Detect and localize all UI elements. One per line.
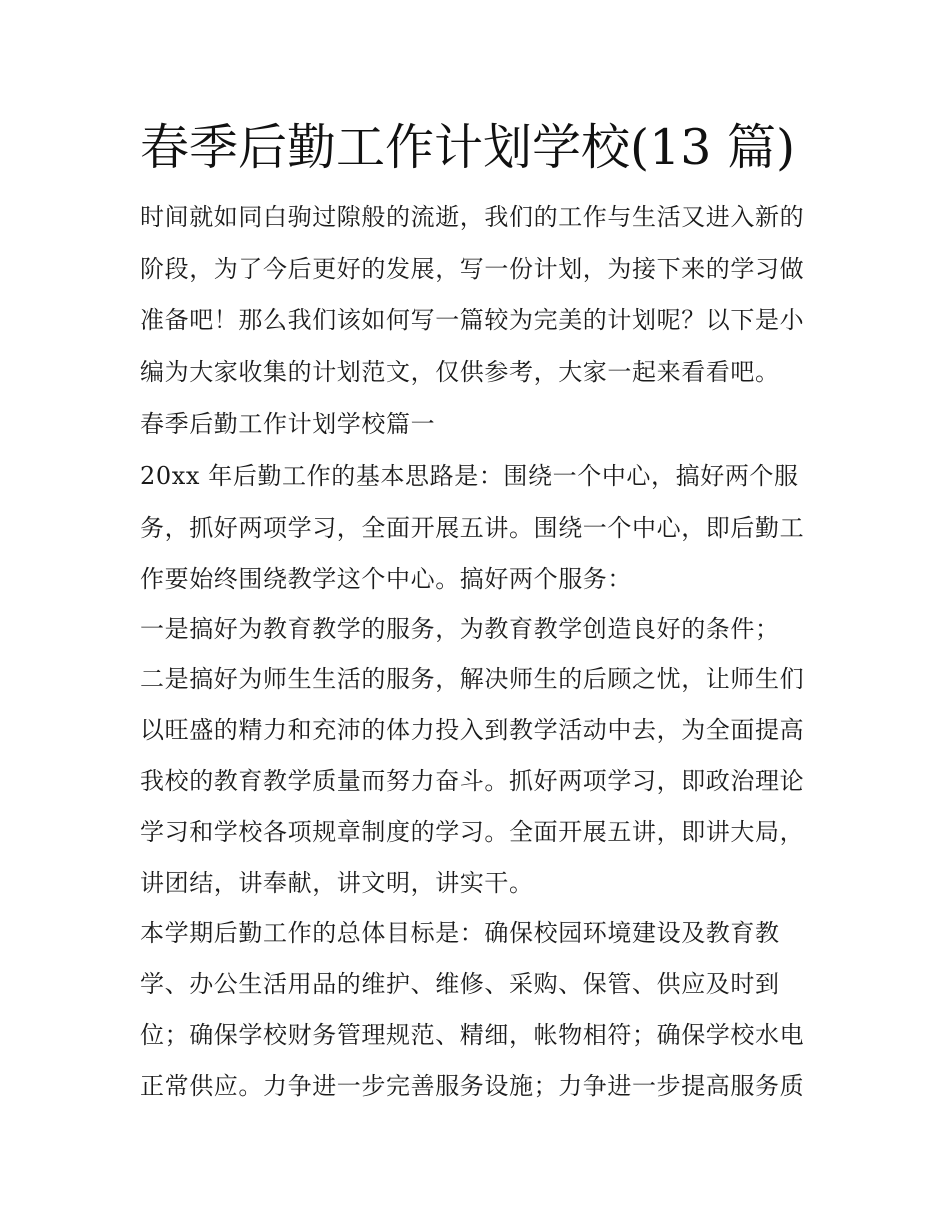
body-line-10: 本学期后勤工作的总体目标是：确保校园环境建设及教育教 (140, 919, 780, 947)
body-line-6: 以旺盛的精力和充沛的体力投入到教学活动中去，为全面提高 (140, 716, 805, 744)
intro-line-1: 时间就如同白驹过隙般的流逝，我们的工作与生活又进入新的 (140, 203, 805, 231)
body-line-13: 正常供应。力争进一步完善服务设施；力争进一步提高服务质 (140, 1072, 805, 1100)
intro-line-3: 准备吧！那么我们该如何写一篇较为完美的计划呢？以下是小 (140, 306, 805, 334)
body-line-8: 学习和学校各项规章制度的学习。全面开展五讲，即讲大局， (140, 818, 805, 846)
intro-line-2: 阶段，为了今后更好的发展，写一份计划，为接下来的学习做 (140, 255, 805, 283)
body-line-7: 我校的教育教学质量而努力奋斗。抓好两项学习，即政治理论 (140, 767, 805, 795)
body-line-4: 一是搞好为教育教学的服务，为教育教学创造良好的条件； (140, 615, 780, 643)
intro-line-4: 编为大家收集的计划范文，仅供参考，大家一起来看看吧。 (140, 358, 780, 386)
section-heading: 春季后勤工作计划学校篇一 (140, 410, 436, 438)
body-line-12: 位；确保学校财务管理规范、精细，帐物相符；确保学校水电 (140, 1021, 805, 1049)
body-line-2: 务，抓好两项学习，全面开展五讲。围绕一个中心，即后勤工 (140, 514, 805, 542)
body-line-11: 学、办公生活用品的维护、维修、采购、保管、供应及时到 (140, 970, 780, 998)
document-title: 春季后勤工作计划学校(13 篇) (140, 119, 796, 176)
body-line-9: 讲团结，讲奉献，讲文明，讲实干。 (140, 869, 534, 897)
body-line-3: 作要始终围绕教学这个中心。搞好两个服务： (140, 565, 632, 593)
body-line-5: 二是搞好为师生生活的服务，解决师生的后顾之忧，让师生们 (140, 665, 805, 693)
body-line-1: 20xx 年后勤工作的基本思路是：围绕一个中心，搞好两个服 (140, 462, 799, 490)
